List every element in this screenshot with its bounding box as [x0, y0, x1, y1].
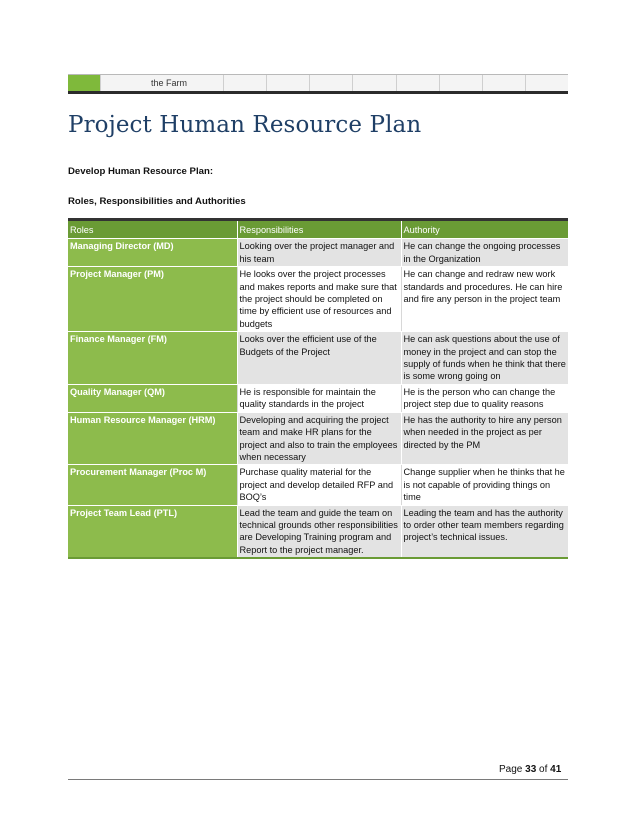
authority-cell: He can change and redraw new work standards and procedures. He can hire and fire any person in the project team — [401, 267, 568, 332]
responsibility-cell: Developing and acquiring the project team and make HR plans for the project and also to train the employees when necessary — [237, 412, 401, 465]
role-cell: Quality Manager (QM) — [68, 384, 237, 412]
table-header-row — [68, 220, 568, 239]
header-band — [68, 74, 568, 94]
authority-cell: Leading the team and has the authority to order other team members regarding project’s technical issues. — [401, 505, 568, 558]
authority-cell: Change supplier when he thinks that he is not capable of providing things on time — [401, 465, 568, 505]
role-cell: Project Manager (PM) — [68, 267, 237, 332]
page-total: 41 — [550, 764, 562, 775]
responsibility-cell: Lead the team and guide the team on technical grounds other responsibilities are Developing Training program and Report to the project manager. — [237, 505, 401, 558]
footer-rule — [68, 779, 568, 780]
responsibility-cell: Looking over the project manager and his team — [237, 239, 401, 267]
role-cell: Procurement Manager (Proc M) — [68, 465, 237, 505]
authority-cell: He can ask questions about the use of money in the project and can stop the supply of funds when he think that there is some wrong going on — [401, 332, 568, 385]
header-cell — [439, 75, 482, 91]
responsibility-cell: Looks over the efficient use of the Budgets of the Project — [237, 332, 401, 385]
subheading-roles-responsibilities: Roles, Responsibilities and Authorities — [68, 196, 246, 207]
page-current: 33 — [525, 764, 537, 775]
header-cell — [223, 75, 266, 91]
page-title: Project Human Resource Plan — [68, 112, 422, 138]
role-cell: Project Team Lead (PTL) — [68, 505, 237, 558]
page-label: Page — [499, 764, 523, 775]
role-cell: Managing Director (MD) — [68, 239, 237, 267]
header-cell — [309, 75, 352, 91]
subheading-develop-hr-plan: Develop Human Resource Plan: — [68, 166, 214, 177]
header-cell — [266, 75, 309, 91]
responsibility-cell: Purchase quality material for the project and develop detailed RFP and BOQ’s — [237, 465, 401, 505]
header-cell — [482, 75, 525, 91]
roles-table — [68, 218, 568, 559]
header-farm-cell: the Farm — [100, 75, 223, 91]
header-cell — [525, 75, 568, 91]
role-cell: Finance Manager (FM) — [68, 332, 237, 385]
table-row — [68, 465, 568, 505]
responsibility-cell: He looks over the project processes and makes reports and make sure that the project should be completed on time by efficient use of resources and budgets — [237, 267, 401, 332]
header-cell — [396, 75, 439, 91]
column-header-responsibilities: Responsibilities — [237, 220, 401, 239]
role-cell: Human Resource Manager (HRM) — [68, 412, 237, 465]
responsibility-cell: He is responsible for maintain the quality standards in the project — [237, 384, 401, 412]
column-header-roles: Roles — [68, 220, 237, 239]
column-header-authority: Authority — [401, 220, 568, 239]
page-of-label: of — [539, 764, 548, 775]
table-row — [68, 384, 568, 412]
table-row — [68, 505, 568, 558]
header-green-block — [68, 75, 100, 91]
header-cell — [352, 75, 395, 91]
table-row — [68, 412, 568, 465]
table-row — [68, 332, 568, 385]
authority-cell: He has the authority to hire any person when needed in the project as per directed by the PM — [401, 412, 568, 465]
table-row — [68, 267, 568, 332]
authority-cell: He can change the ongoing processes in the Organization — [401, 239, 568, 267]
page-number — [499, 764, 561, 775]
authority-cell: He is the person who can change the project step due to quality reasons — [401, 384, 568, 412]
table-row — [68, 239, 568, 267]
